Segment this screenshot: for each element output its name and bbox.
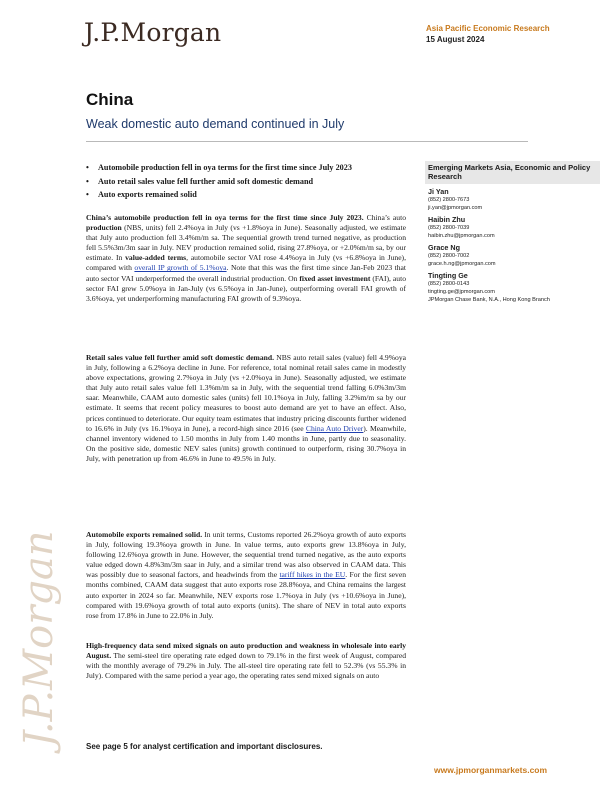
key-point-text: Auto retail sales value fell further amid soft domestic demand — [98, 176, 314, 186]
research-unit: Asia Pacific Economic Research — [426, 24, 550, 33]
paragraph-text: China’s auto — [363, 213, 406, 222]
paragraph-lead: Automobile exports remained solid. — [86, 530, 203, 539]
key-point — [86, 190, 416, 199]
analyst-name: Grace Ng — [428, 243, 460, 252]
analyst-phone: (852) 2800-0143 — [428, 281, 470, 287]
analyst-card — [425, 271, 600, 304]
report-header — [426, 24, 550, 44]
paragraph-exports — [86, 530, 406, 621]
jpmorgan-logo: J.P.Morgan — [84, 18, 222, 47]
markets-url-link[interactable]: www.jpmorganmarkets.com — [434, 765, 548, 775]
key-points — [86, 163, 416, 204]
paragraph-text: . For the first seven months combined, CAAM data suggest that auto exports rose 28.8%oya, and China remains the largest auto exporter in 2024 so far. Meanwhile, NEV exports rose 1.7%oya in July (vs +10.6%oya in June), compared with 19.6%oya growth of total auto exports (units). The share of NEV in total auto exports rose from 17.8% in June to 22.0% in July. — [86, 570, 406, 620]
analyst-card — [425, 215, 600, 240]
paragraph-lead: Retail sales value fell further amid soft domestic demand. — [86, 353, 275, 362]
watermark-text: J.P.Morgan — [16, 530, 62, 747]
analyst-name: Haibin Zhu — [428, 215, 466, 224]
tariff-hikes-link[interactable]: tariff hikes in the EU — [279, 570, 346, 580]
analyst-email[interactable]: haibin.zhu@jpmorgan.com — [428, 233, 495, 239]
paragraph-keyword: fixed asset investment — [299, 273, 371, 283]
paragraph-text: ). Meanwhile, channel inventory widened to 1.50 months in July from 1.40 months in June, partly due to seasonality. On the positive side, domestic NEV sales (units) growth continued to outperform, rising 30.7%oya in July, with penetration up from 46.6% in June to 49.5% in July. — [86, 423, 407, 463]
paragraph-lead: China’s automobile production fell in oya terms for the first time since July 2023. — [86, 213, 364, 222]
report-date: 15 August 2024 — [426, 35, 485, 44]
disclosure-note: See page 5 for analyst certification and important disclosures. — [86, 742, 323, 751]
page-title: China — [86, 90, 134, 109]
china-auto-driver-link[interactable]: China Auto Driver — [305, 423, 364, 433]
jpmorgan-watermark — [12, 455, 70, 755]
paragraph-high-frequency — [86, 641, 406, 681]
ip-growth-link[interactable]: overall IP growth of 5.1%oya — [134, 263, 227, 273]
page-subtitle: Weak domestic auto demand continued in July — [86, 117, 345, 131]
paragraph-text: (FAI), auto sector FAI grew 5.0%oya in Jan-July (vs 6.5%oya in Jan-June), outperforming overall FAI growth of 3.6%oya, yet underperforming manufacturing FAI growth of 9.3%oya. — [86, 273, 406, 303]
legal-entity: JPMorgan Chase Bank, N.A., Hong Kong Branch — [428, 297, 550, 303]
analyst-card — [425, 243, 600, 268]
paragraph-keyword: value-added terms — [125, 253, 187, 263]
paragraph-keyword: production — [86, 223, 122, 233]
bullet-icon: • — [86, 190, 89, 200]
key-point — [86, 163, 416, 172]
paragraph-text: NBS auto retail sales (value) fell 4.9%oya in July, following a 6.2%oya decline in June. For reference, total nominal retail sales came in modestly above expectations, growing 2.7%oya in July (vs +2.0%oya in June). Seasonally adjusted, we estimate that July auto retail sales value fell 1.3%m/m sa in July, with the sequential trend falling 6.0%3m/3m saar. Meanwhile, CAAM auto domestic sales (units) fell 10.1%oya in July, falling 3.2%m/m sa by our estimate. It seems that recent policy measures to boost auto demand are yet to have an effect. Also, prices continued to deteriorate. Our equity team estimates that industry pricing discounts further widened to 16.6% in July (vs 16.1%oya in June), a record-high since 2016 (see — [86, 353, 406, 433]
paragraph-text: The semi-steel tire operating rate edged down to 79.1% in the first week of August, compared with the monthly average of 79.2% in July. The all-steel tire operating rate fell to 52.3% (vs 55.3% in July). Compared with the same period a year ago, the operating rates send mixed signals on auto — [86, 651, 406, 681]
analyst-sidebar — [425, 161, 600, 304]
analyst-name: Ji Yan — [428, 187, 449, 196]
paragraph-text: (NBS, units) fell 2.4%oya in July (vs +1.8%oya in June). Seasonally adjusted, we estimate that July auto production fell 3.4%m/m sa. The sequential growth trend turned negative, as production fell 5.5%3m/3m saar in July. NEV production remained solid, rising 27.8%oya, or +2.0%m/m sa, by our estimate. In — [86, 223, 406, 263]
team-heading: Emerging Markets Asia, Economic and Policy Research — [425, 161, 600, 184]
bullet-icon: • — [86, 176, 89, 186]
paragraph-retail-sales — [86, 353, 406, 464]
key-point — [86, 177, 416, 186]
analyst-email[interactable]: grace.h.ng@jpmorgan.com — [428, 261, 496, 267]
key-point-text: Auto exports remained solid — [98, 190, 197, 200]
paragraph-text: In unit terms, Customs reported 26.2%oya growth of auto exports in July, following 19.3%oya growth in June. In value terms, auto exports grew 13.8%oya in July, following 12.6%oya growth in June. However, the sequential trend turned negative, as the auto exports value edged down 4.8%3m/3m saar in July, and a similar trend was also observed in CAAM data. This was possibly due to seasonal factors, and headwinds from the — [86, 530, 407, 580]
analyst-email[interactable]: ji.yan@jpmorgan.com — [428, 205, 483, 211]
analyst-phone: (852) 2800-7673 — [428, 197, 470, 203]
bullet-icon: • — [86, 163, 89, 172]
title-divider — [86, 141, 528, 142]
analyst-name: Tingting Ge — [428, 271, 468, 280]
paragraph-lead: High-frequency data send mixed signals on auto production and weakness in wholesale into early August. — [86, 641, 406, 661]
analyst-phone: (852) 2800-7002 — [428, 253, 470, 259]
key-point-text: Automobile production fell in oya terms for the first time since July 2023 — [98, 163, 352, 172]
analyst-email[interactable]: tingting.ge@jpmorgan.com — [428, 289, 495, 295]
analyst-phone: (852) 2800-7039 — [428, 225, 470, 231]
paragraph-text: . Note that this was the first time since Jan-Feb 2023 that auto sector VAI underperformed the overall industrial production. On — [86, 263, 406, 283]
analyst-card — [425, 187, 600, 212]
paragraph-text: , automobile sector VAI rose 4.4%oya in July (vs +6.8%oya in June), compared with — [86, 253, 406, 273]
paragraph-production — [86, 213, 406, 304]
